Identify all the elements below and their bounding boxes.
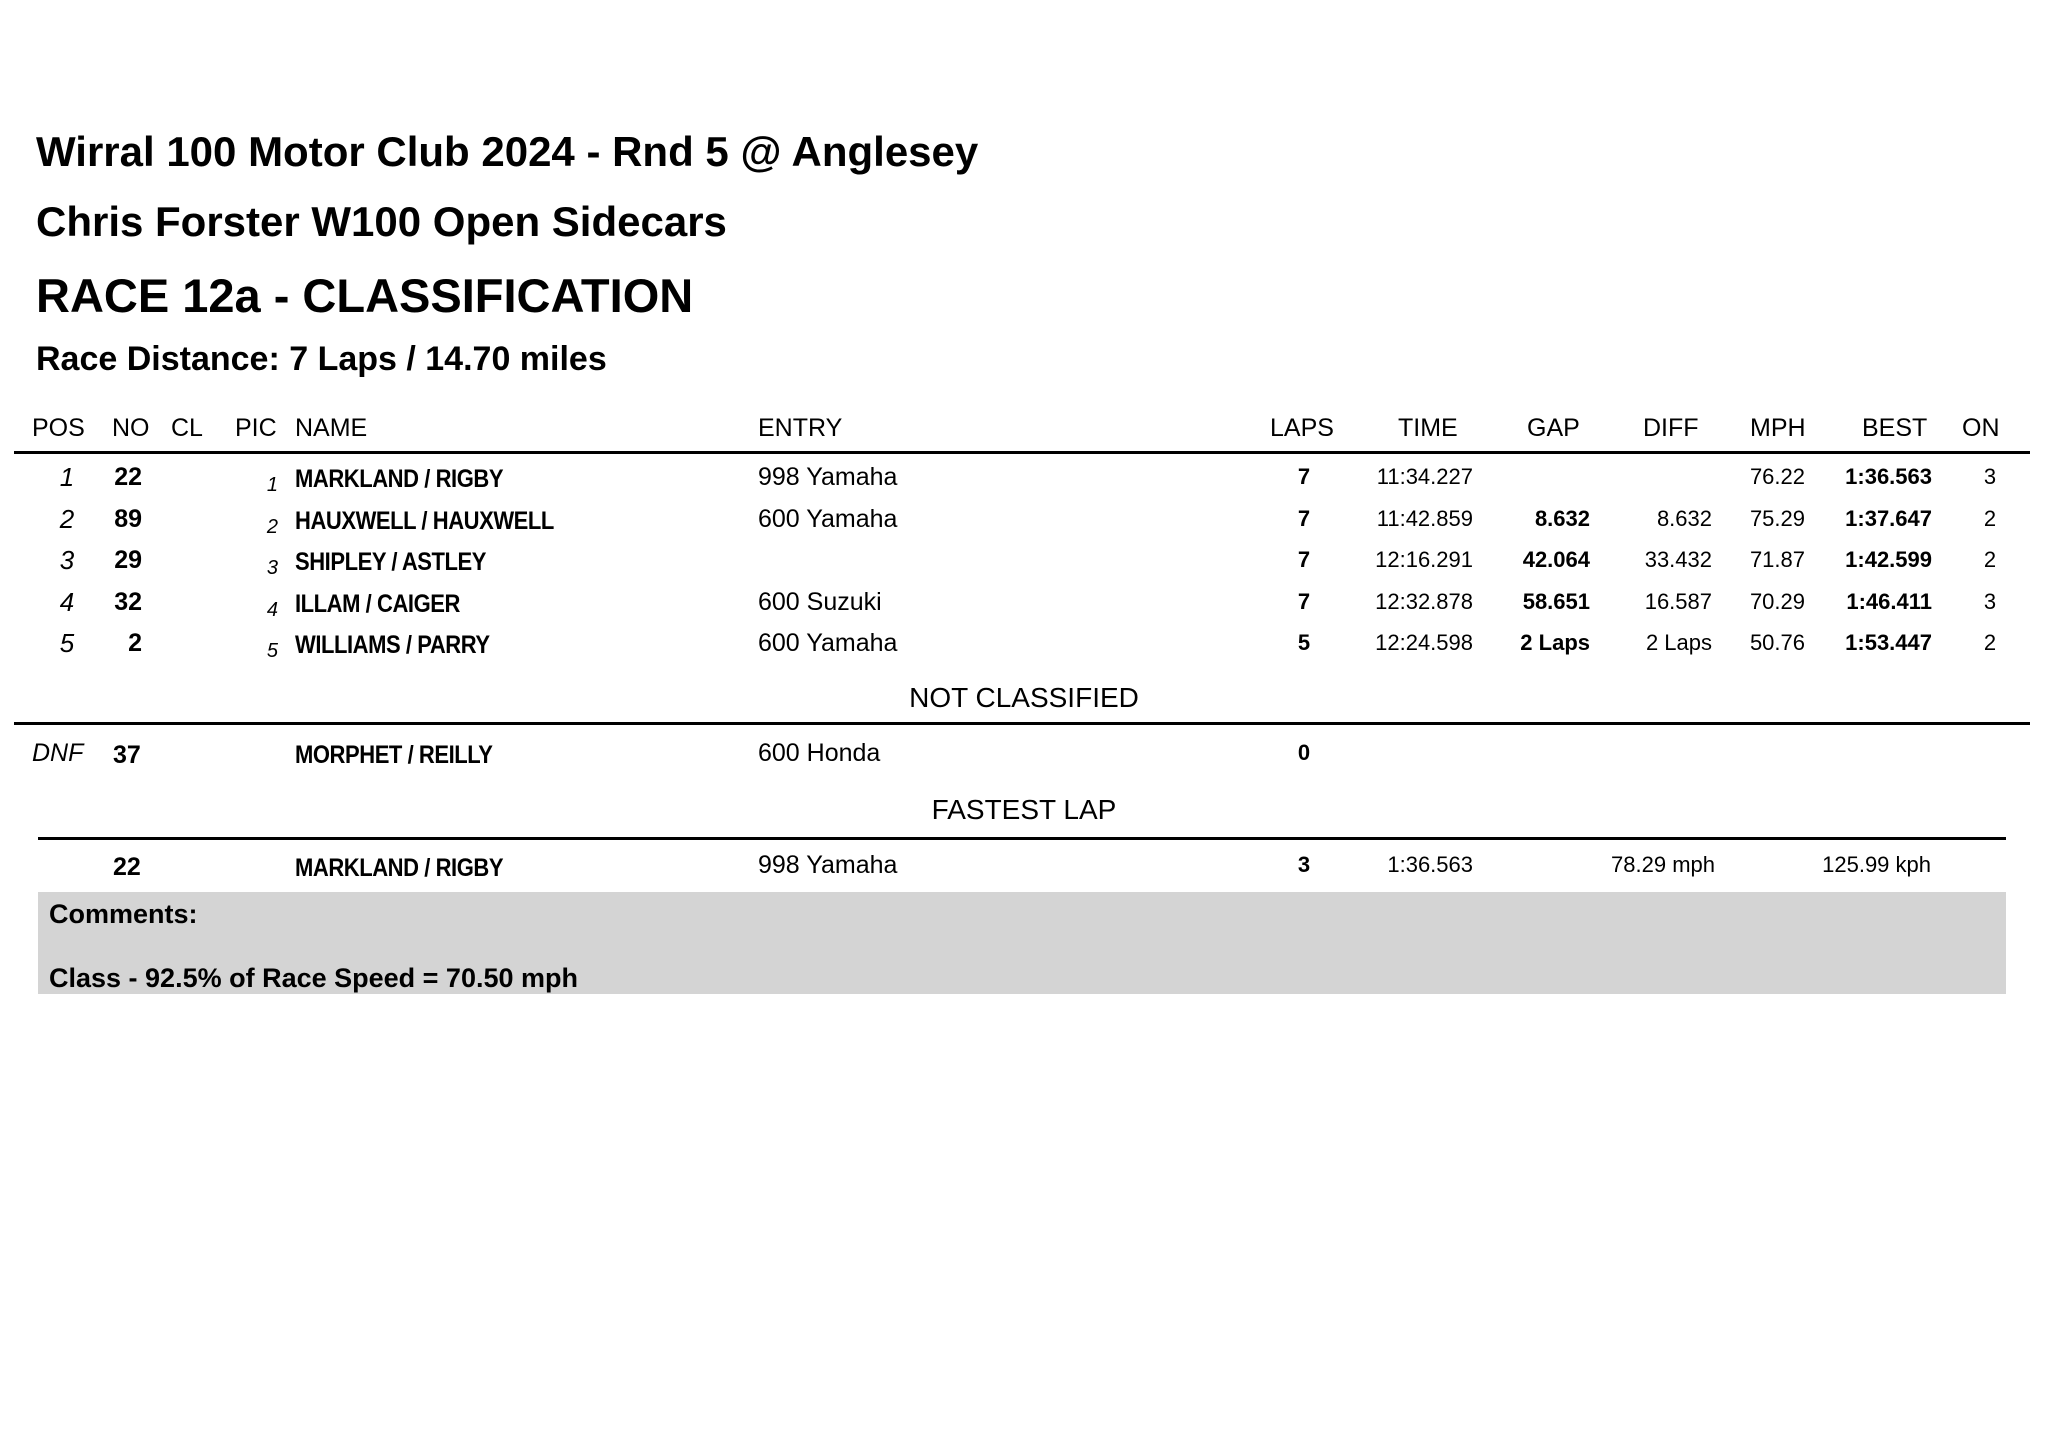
cell-time: 12:32.878 [1375, 588, 1473, 614]
fl-kph: 125.99 kph [1822, 852, 1931, 877]
not-classified-title: NOT CLASSIFIED [909, 682, 1139, 713]
cell-best: 1:46.411 [1846, 588, 1932, 614]
cell-on: 2 [1983, 630, 1997, 655]
cell-name: MARKLAND / RIGBY [295, 465, 504, 493]
cell-best: 1:42.599 [1845, 547, 1932, 572]
fl-entry: 998 Yamaha [758, 851, 898, 879]
cell-pic: 1 [266, 474, 278, 496]
cell-time: 12:24.598 [1375, 630, 1473, 655]
col-gap: GAP [1527, 414, 1580, 442]
nc-name: MORPHET / REILLY [295, 741, 493, 769]
comments-label: Comments: [49, 899, 198, 929]
col-cl: CL [171, 414, 203, 442]
cell-pos: 5 [59, 628, 75, 658]
fastest-lap-rule [38, 837, 2006, 840]
cell-entry: 600 Yamaha [758, 629, 898, 657]
race-distance: Race Distance: 7 Laps / 14.70 miles [36, 340, 607, 378]
header-rule [14, 451, 2030, 454]
cell-gap: 2 Laps [1520, 630, 1590, 655]
cell-gap: 42.064 [1522, 547, 1590, 572]
cell-best: 1:36.563 [1845, 464, 1932, 489]
cell-no: 89 [114, 504, 142, 533]
col-time: TIME [1398, 414, 1458, 442]
cell-name: SHIPLEY / ASTLEY [295, 548, 487, 576]
cell-best: 1:37.647 [1845, 505, 1932, 531]
cell-pic: 2 [266, 515, 278, 538]
cell-laps: 7 [1297, 505, 1311, 531]
col-entry: ENTRY [758, 414, 843, 442]
cell-pic: 3 [266, 557, 278, 579]
col-name: NAME [295, 414, 368, 442]
cell-diff: 33.432 [1644, 547, 1712, 572]
cell-no: 22 [114, 463, 142, 491]
nc-pos: DNF [32, 739, 84, 767]
cell-pos: 1 [59, 462, 75, 492]
cell-laps: 5 [1297, 630, 1311, 655]
cell-time: 11:34.227 [1376, 464, 1473, 489]
fl-name: MARKLAND / RIGBY [295, 854, 504, 882]
race-title: RACE 12a - CLASSIFICATION [36, 269, 694, 322]
cell-laps: 7 [1297, 547, 1311, 572]
nc-laps: 0 [1297, 740, 1311, 765]
class-title: Chris Forster W100 Open Sidecars [36, 198, 727, 245]
cell-mph: 76.22 [1749, 464, 1805, 489]
cell-entry: 600 Yamaha [758, 504, 898, 533]
col-diff: DIFF [1643, 414, 1699, 442]
cell-no: 32 [114, 587, 142, 616]
fl-lap: 3 [1297, 852, 1311, 877]
comments-box [38, 892, 2006, 994]
cell-no: 29 [114, 546, 142, 574]
cell-mph: 70.29 [1749, 588, 1805, 614]
cell-pic: 5 [266, 640, 278, 662]
cell-on: 2 [1983, 547, 1997, 572]
fl-mph: 78.29 mph [1611, 852, 1715, 877]
cell-pos: 4 [59, 586, 75, 617]
cell-on: 2 [1983, 505, 1997, 531]
cell-entry: 998 Yamaha [758, 463, 898, 491]
cell-time: 12:16.291 [1375, 547, 1473, 572]
nc-entry: 600 Honda [758, 739, 881, 767]
cell-gap: 8.632 [1534, 505, 1590, 531]
cell-pos: 3 [59, 545, 75, 575]
col-on: ON [1962, 414, 2000, 442]
cell-best: 1:53.447 [1845, 630, 1932, 655]
cell-no: 2 [128, 629, 142, 657]
fl-no: 22 [113, 853, 141, 881]
col-mph: MPH [1750, 414, 1806, 442]
cell-on: 3 [1983, 464, 1997, 489]
cell-pic: 4 [266, 598, 278, 621]
cell-time: 11:42.859 [1376, 505, 1473, 531]
col-pic: PIC [235, 414, 277, 442]
cell-mph: 71.87 [1749, 547, 1805, 572]
cell-diff: 8.632 [1656, 505, 1712, 531]
cell-pos: 2 [59, 503, 75, 534]
cell-gap: 58.651 [1522, 588, 1590, 614]
cell-laps: 7 [1297, 588, 1311, 614]
cell-name: HAUXWELL / HAUXWELL [295, 506, 554, 535]
cell-diff: 2 Laps [1645, 630, 1712, 655]
cell-name: ILLAM / CAIGER [295, 589, 460, 618]
cell-on: 3 [1983, 588, 1997, 614]
fastest-lap-title: FASTEST LAP [931, 794, 1117, 825]
cell-laps: 7 [1297, 464, 1311, 489]
col-no: NO [112, 414, 150, 442]
cell-entry: 600 Suzuki [758, 587, 882, 616]
nc-no: 37 [113, 741, 141, 769]
comments-text: Class - 92.5% of Race Speed = 70.50 mph [49, 963, 578, 993]
cell-mph: 75.29 [1749, 505, 1805, 531]
fl-time: 1:36.563 [1387, 852, 1473, 877]
col-best: BEST [1862, 414, 1928, 442]
cell-name: WILLIAMS / PARRY [295, 631, 490, 659]
cell-diff: 16.587 [1644, 588, 1712, 614]
cell-mph: 50.76 [1749, 630, 1805, 655]
col-pos: POS [32, 414, 85, 442]
col-laps: LAPS [1270, 414, 1334, 442]
not-classified-rule [14, 722, 2030, 725]
event-title: Wirral 100 Motor Club 2024 - Rnd 5 @ Anglesey [36, 128, 979, 175]
